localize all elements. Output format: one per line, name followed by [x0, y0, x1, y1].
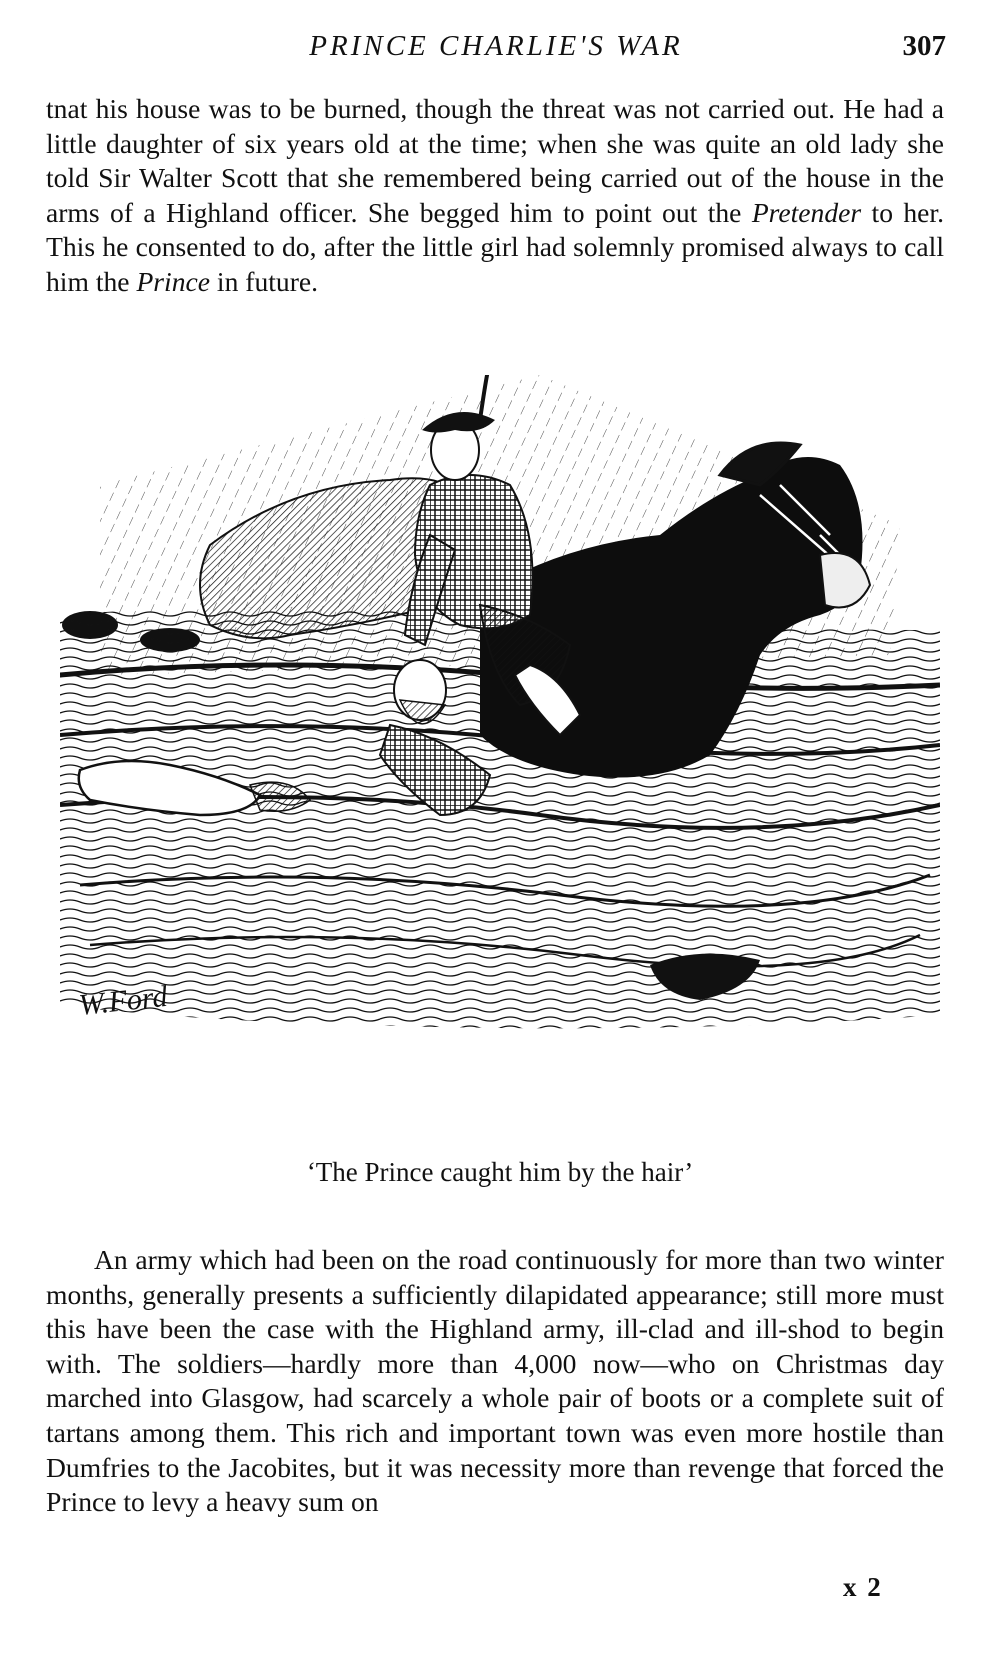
paragraph-bottom: An army which had been on the road continuously for more than two winter months, generally presents a sufficiently dilapidated appearance; still more must this have been the case with the Highland army, ill-clad and ill-shod to begin with. The soldiers—hardly more than 4,000 now—who on Christmas day marched into Glasgow, had scarcely a whole pair of boots or a complete suit of tartans among them. This rich and important town was even more hostile than Dumfries to the Jacobites, but it was necessity more than revenge that forced the Prince to levy a heavy sum on: [46, 1244, 944, 1518]
paragraph-top-text-3: in future.: [210, 265, 319, 297]
paragraph-top-text-1: tnat his house was to be burned, though the threat was not carried out. He had a little daughter of six years old at the time; when she was quite an old lady she told Sir Walter Scott that she remembered being carried out of the house in the arms of a Highland officer. She begged him to point out the: [46, 93, 944, 228]
italic-prince: Prince: [136, 265, 210, 297]
page-number: 307: [902, 30, 946, 62]
artist-signature: W.Ford: [77, 979, 169, 1022]
italic-pretender: Pretender: [751, 196, 862, 228]
running-head: [46, 30, 946, 74]
illustration-caption: ‘The Prince caught him by the hair’: [306, 1157, 694, 1187]
engraving-illustration: [60, 375, 940, 1095]
running-title: PRINCE CHARLIE'S WAR: [309, 30, 683, 62]
paragraph-top: [46, 92, 944, 300]
engraving-drawing: [60, 375, 940, 1095]
printer-signature-mark: x 2: [843, 1572, 883, 1602]
paragraph-top-text-2: to her. This he consented to do, after the little girl had solemnly promised always to call him the: [46, 196, 944, 297]
